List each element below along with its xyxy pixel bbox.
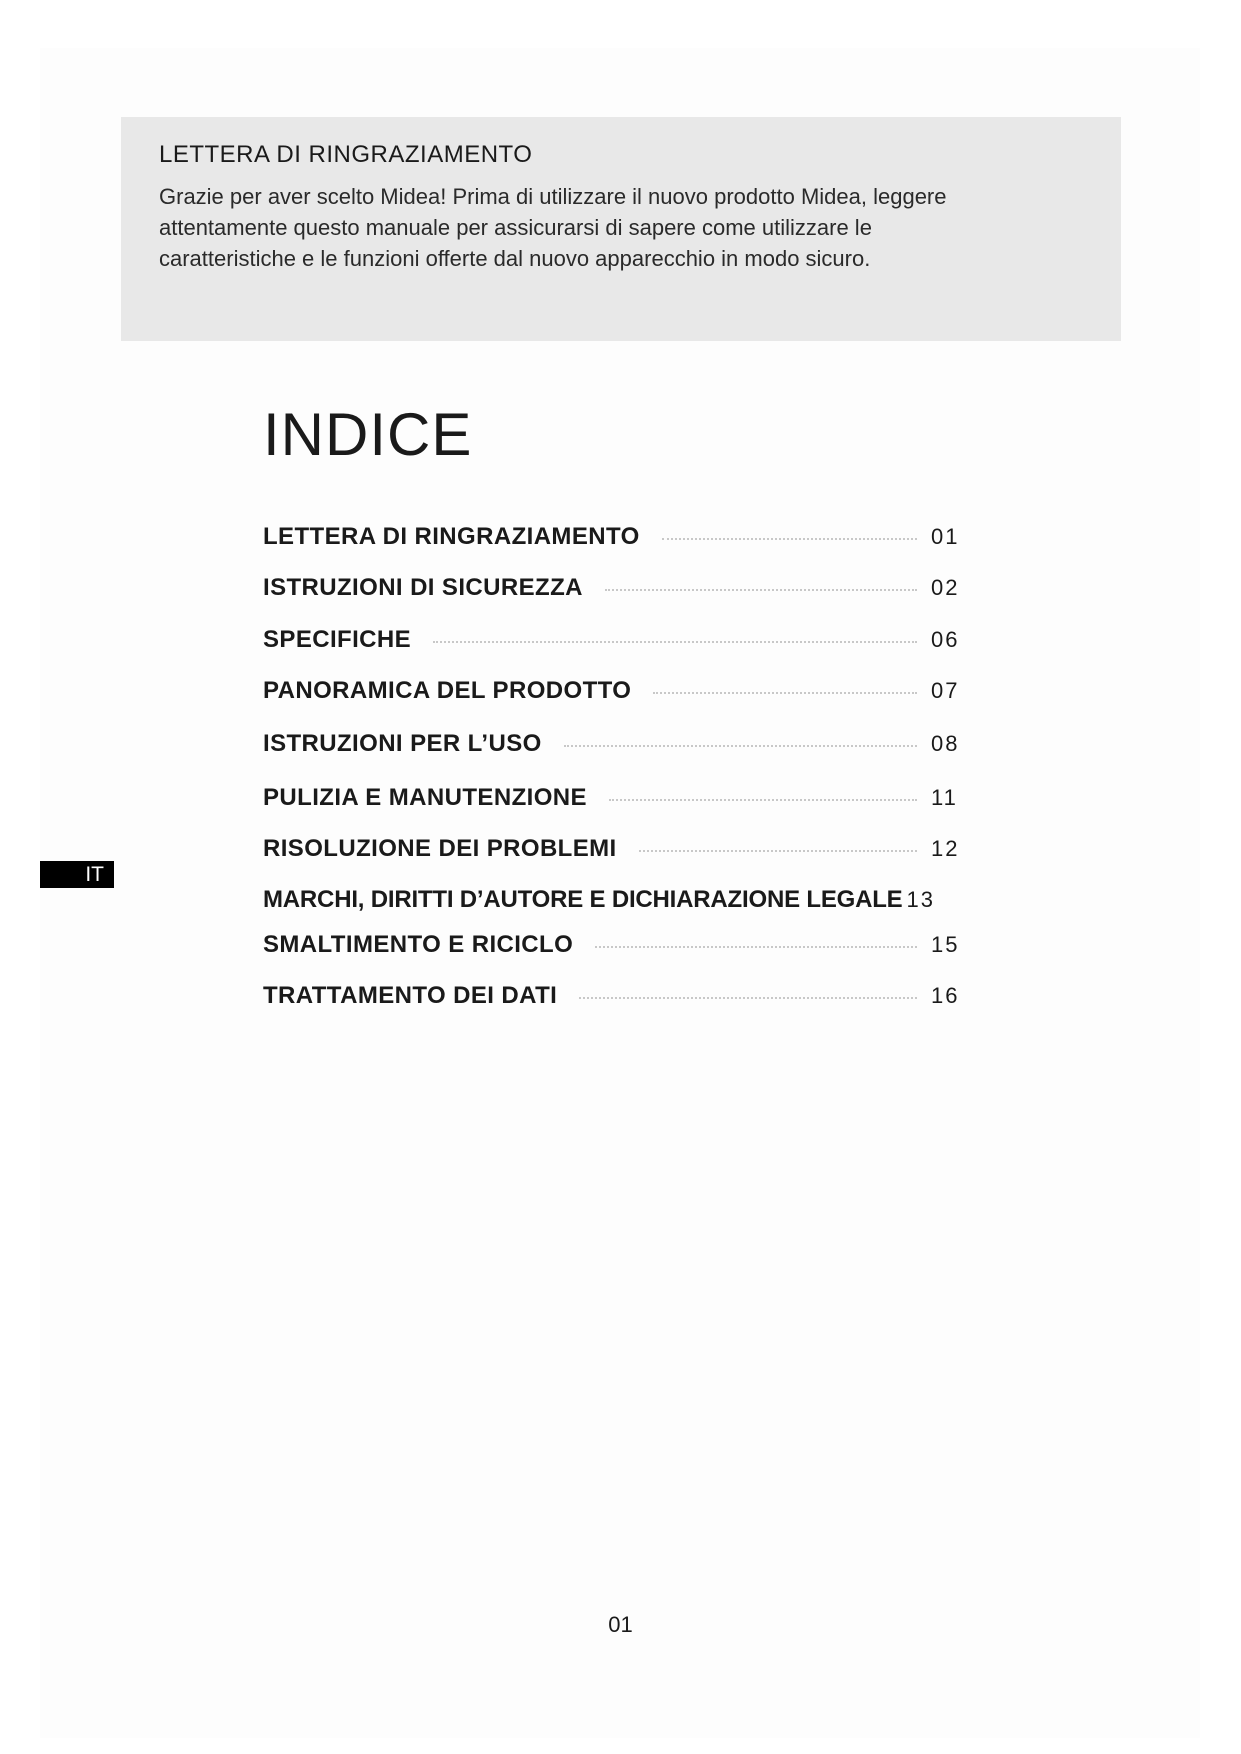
toc-entry-label: MARCHI, DIRITTI D’AUTORE E DICHIARAZIONE LEGALE (263, 886, 903, 913)
thank-you-line: attentamente questo manuale per assicurarsi di sapere come utilizzare le (159, 215, 872, 240)
language-tab: IT (40, 861, 114, 888)
toc-entry-label: SMALTIMENTO E RICICLO (263, 931, 574, 958)
toc-entry[interactable] (263, 979, 975, 1013)
toc-entry-page: 02 (931, 575, 960, 600)
toc-entry-label: TRATTAMENTO DEI DATI (263, 982, 558, 1009)
toc-entry-label: PULIZIA E MANUTENZIONE (263, 784, 587, 811)
toc-entry-label: RISOLUZIONE DEI PROBLEMI (263, 835, 617, 862)
thank-you-line: caratteristiche e le funzioni offerte dal nuovo apparecchio in modo sicuro. (159, 246, 871, 271)
toc-dot-leader (662, 538, 917, 540)
toc-entry-label: PANORAMICA DEL PRODOTTO (263, 677, 632, 704)
toc-entry[interactable] (263, 727, 975, 761)
toc-entry[interactable] (263, 674, 975, 708)
toc-entry[interactable] (263, 832, 975, 866)
toc-dot-leader (564, 745, 917, 747)
toc-entry-page: 11 (931, 785, 958, 810)
toc-entry-page: 07 (931, 678, 960, 703)
toc-dot-leader (605, 589, 917, 591)
toc-entry-label: ISTRUZIONI DI SICUREZZA (263, 574, 583, 601)
toc-entry[interactable] (263, 520, 975, 554)
toc-entry[interactable] (263, 571, 975, 605)
toc-entry-page: 15 (931, 932, 960, 957)
toc-entry-label: ISTRUZIONI PER L’USO (263, 730, 542, 757)
toc-entry[interactable] (263, 781, 975, 815)
toc-entry-page: 16 (931, 983, 960, 1008)
toc-entry-page: 13 (906, 887, 935, 912)
toc-dot-leader (433, 641, 917, 643)
toc-entry-page: 12 (931, 836, 960, 861)
toc-entry-page: 01 (931, 524, 960, 549)
toc-entry[interactable] (263, 623, 975, 657)
toc-dot-leader (579, 997, 917, 999)
thank-you-body (159, 181, 1083, 274)
toc-entry-page: 06 (931, 627, 960, 652)
toc-entry-label: SPECIFICHE (263, 626, 412, 653)
thank-you-title: LETTERA DI RINGRAZIAMENTO (159, 141, 533, 168)
toc-dot-leader (653, 692, 917, 694)
toc-dot-leader (595, 946, 917, 948)
toc-entry[interactable] (263, 883, 975, 917)
toc-entry[interactable] (263, 928, 975, 962)
toc-entry-page: 08 (931, 731, 960, 756)
thank-you-letter-box (121, 117, 1121, 341)
toc-dot-leader (639, 850, 917, 852)
toc-title: INDICE (263, 401, 473, 468)
thank-you-line: Grazie per aver scelto Midea! Prima di utilizzare il nuovo prodotto Midea, leggere (159, 184, 947, 209)
toc-entry-label: LETTERA DI RINGRAZIAMENTO (263, 523, 640, 550)
toc-dot-leader (609, 799, 917, 801)
page-number: 01 (608, 1612, 633, 1637)
